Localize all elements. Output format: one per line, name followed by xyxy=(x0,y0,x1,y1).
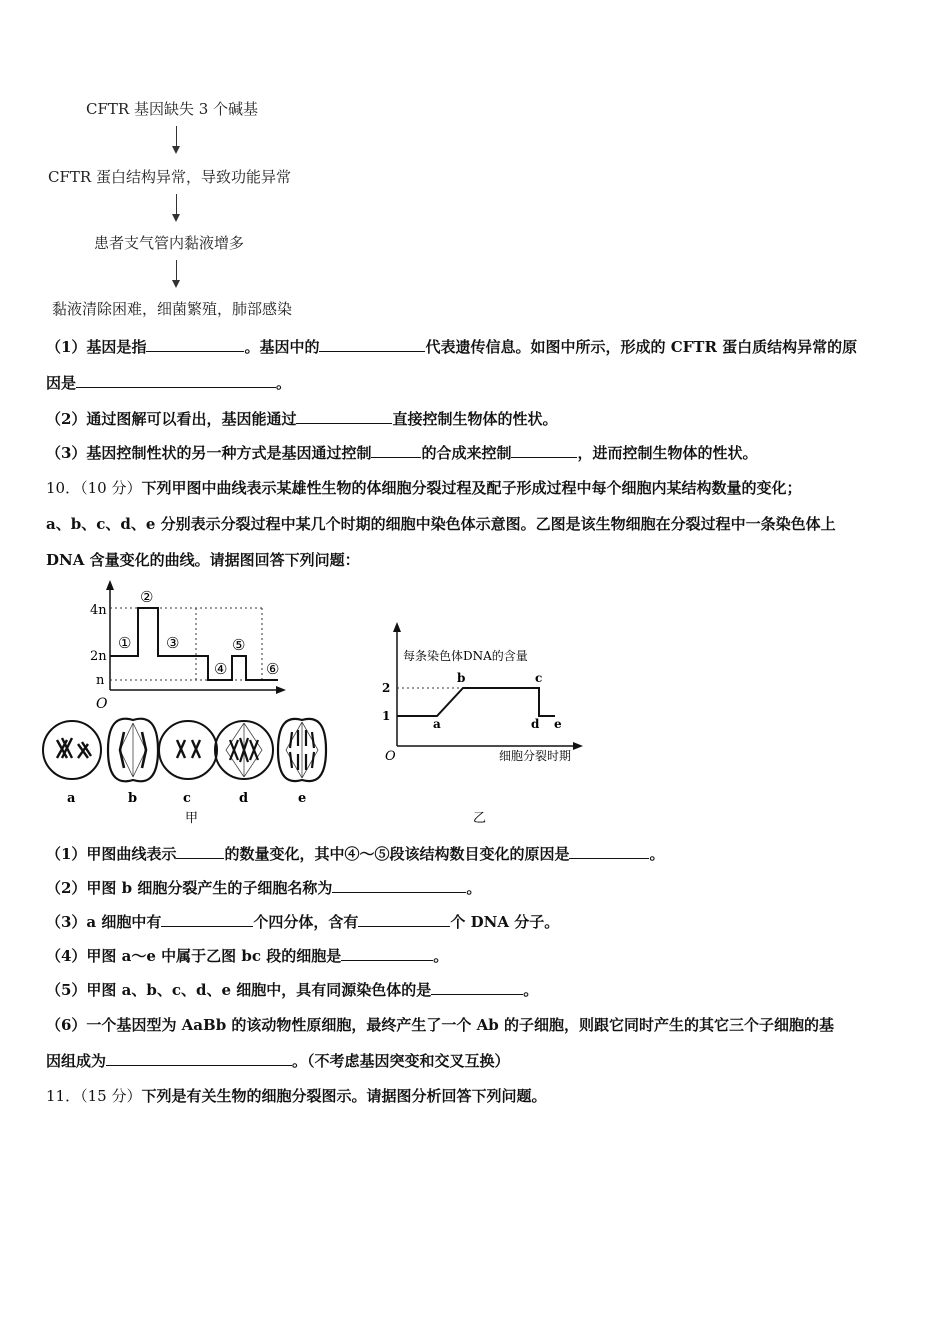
q10-item-4: （4）甲图 a～e 中属于乙图 bc 段的细胞是 。 xyxy=(46,947,449,965)
q10-item-1: （1）甲图曲线表示 的数量变化，其中④～⑤段该结构数目变化的原因是 。 xyxy=(46,845,665,863)
cell-a xyxy=(43,721,101,779)
origin-label: O xyxy=(96,696,108,712)
q10-stem-line-3: DNA 含量变化的曲线。请据图回答下列问题： xyxy=(46,551,360,569)
figure-caption-yi: 乙 xyxy=(473,811,487,826)
q10-item-6-cont: 因组成为 。（不考虑基因突变和交叉互换） xyxy=(46,1052,510,1070)
figure-caption-jia: 甲 xyxy=(185,811,199,825)
point-label-b: b xyxy=(457,671,466,685)
x-axis-label: 细胞分裂时期 xyxy=(499,749,572,763)
chart-title: 每条染色体DNA的含量 xyxy=(403,649,528,663)
cell-label-b: b xyxy=(128,791,138,806)
segment-6-label: ⑥ xyxy=(266,660,280,678)
cell-label-a: a xyxy=(67,791,76,806)
cell-c xyxy=(159,721,217,779)
cell-e xyxy=(278,719,326,781)
segment-2-label: ② xyxy=(140,588,154,606)
q9-item-2: （2）通过图解可以看出，基因能通过 直接控制生物体的性状。 xyxy=(46,410,558,428)
q11-stem: 11．（15 分）下列是有关生物的细胞分裂图示。请据图分析回答下列问题。 xyxy=(46,1087,547,1105)
figure-yi xyxy=(375,620,600,830)
x-axis-arrow-icon xyxy=(573,742,583,750)
q10-stem-line-1: 10．（10 分）下列甲图中曲线表示某雄性生物的体细胞分裂过程及配子形成过程中每个细胞内某结构数量的变化； xyxy=(46,479,802,497)
flow-step-4: 黏液清除困难，细菌繁殖，肺部感染 xyxy=(52,300,293,318)
flow-step-2: CFTR 蛋白结构异常，导致功能异常 xyxy=(48,168,291,186)
point-label-a: a xyxy=(433,717,441,731)
flow-step-3: 患者支气管内黏液增多 xyxy=(94,234,245,252)
point-label-d: d xyxy=(531,717,540,731)
cell-b xyxy=(108,719,158,782)
point-label-c: c xyxy=(535,671,543,685)
cell-label-d: d xyxy=(239,791,249,806)
flow-step-1: CFTR 基因缺失 3 个碱基 xyxy=(86,100,259,118)
y-label-4n: 4n xyxy=(90,603,107,618)
q10-item-6: （6）一个基因型为 AaBb 的该动物性原细胞，最终产生了一个 Ab 的子细胞，则跟它同时产生的其它三个子细胞的基 xyxy=(46,1016,834,1034)
y-label-1: 1 xyxy=(382,709,391,723)
quantity-curve xyxy=(110,608,278,680)
origin-label: O xyxy=(385,749,396,764)
segment-3-label: ③ xyxy=(166,634,180,652)
cell-label-e: e xyxy=(298,791,307,806)
q9-item-1-cont: 因是 。 xyxy=(46,374,292,392)
cell-label-c: c xyxy=(183,791,191,806)
q10-stem-line-2: a、b、c、d、e 分别表示分裂过程中某几个时期的细胞中染色体示意图。乙图是该生物细胞在分裂过程中一条染色体上 xyxy=(46,515,836,533)
y-axis-arrow-icon xyxy=(106,580,114,590)
segment-4-label: ④ xyxy=(214,660,228,678)
y-label-2n: 2n xyxy=(90,649,107,664)
down-arrow-icon xyxy=(176,260,177,286)
point-label-e: e xyxy=(554,717,562,731)
segment-1-label: ① xyxy=(118,634,132,652)
down-arrow-icon xyxy=(176,194,177,220)
figure-jia xyxy=(40,580,350,825)
y-label-2: 2 xyxy=(382,681,391,695)
q9-item-1: （1）基因是指 。基因中的 代表遗传信息。如图中所示，形成的 CFTR 蛋白质结构异常的原 xyxy=(46,338,858,356)
q9-item-3: （3）基因控制性状的另一种方式是基因通过控制 的合成来控制 ，进而控制生物体的性状。 xyxy=(46,444,758,462)
q10-item-5: （5）甲图 a、b、c、d、e 细胞中，具有同源染色体的是 。 xyxy=(46,981,539,999)
q10-item-3: （3）a 细胞中有 个四分体，含有 个 DNA 分子。 xyxy=(46,913,560,931)
x-axis-arrow-icon xyxy=(276,686,286,694)
q10-item-2: （2）甲图 b 细胞分裂产生的子细胞名称为 。 xyxy=(46,879,482,897)
y-label-n: n xyxy=(96,673,105,688)
segment-5-label: ⑤ xyxy=(232,636,246,654)
cell-d xyxy=(215,721,273,779)
flowchart xyxy=(44,92,306,324)
down-arrow-icon xyxy=(176,126,177,152)
y-axis-arrow-icon xyxy=(393,622,401,632)
dna-content-curve xyxy=(397,688,555,716)
